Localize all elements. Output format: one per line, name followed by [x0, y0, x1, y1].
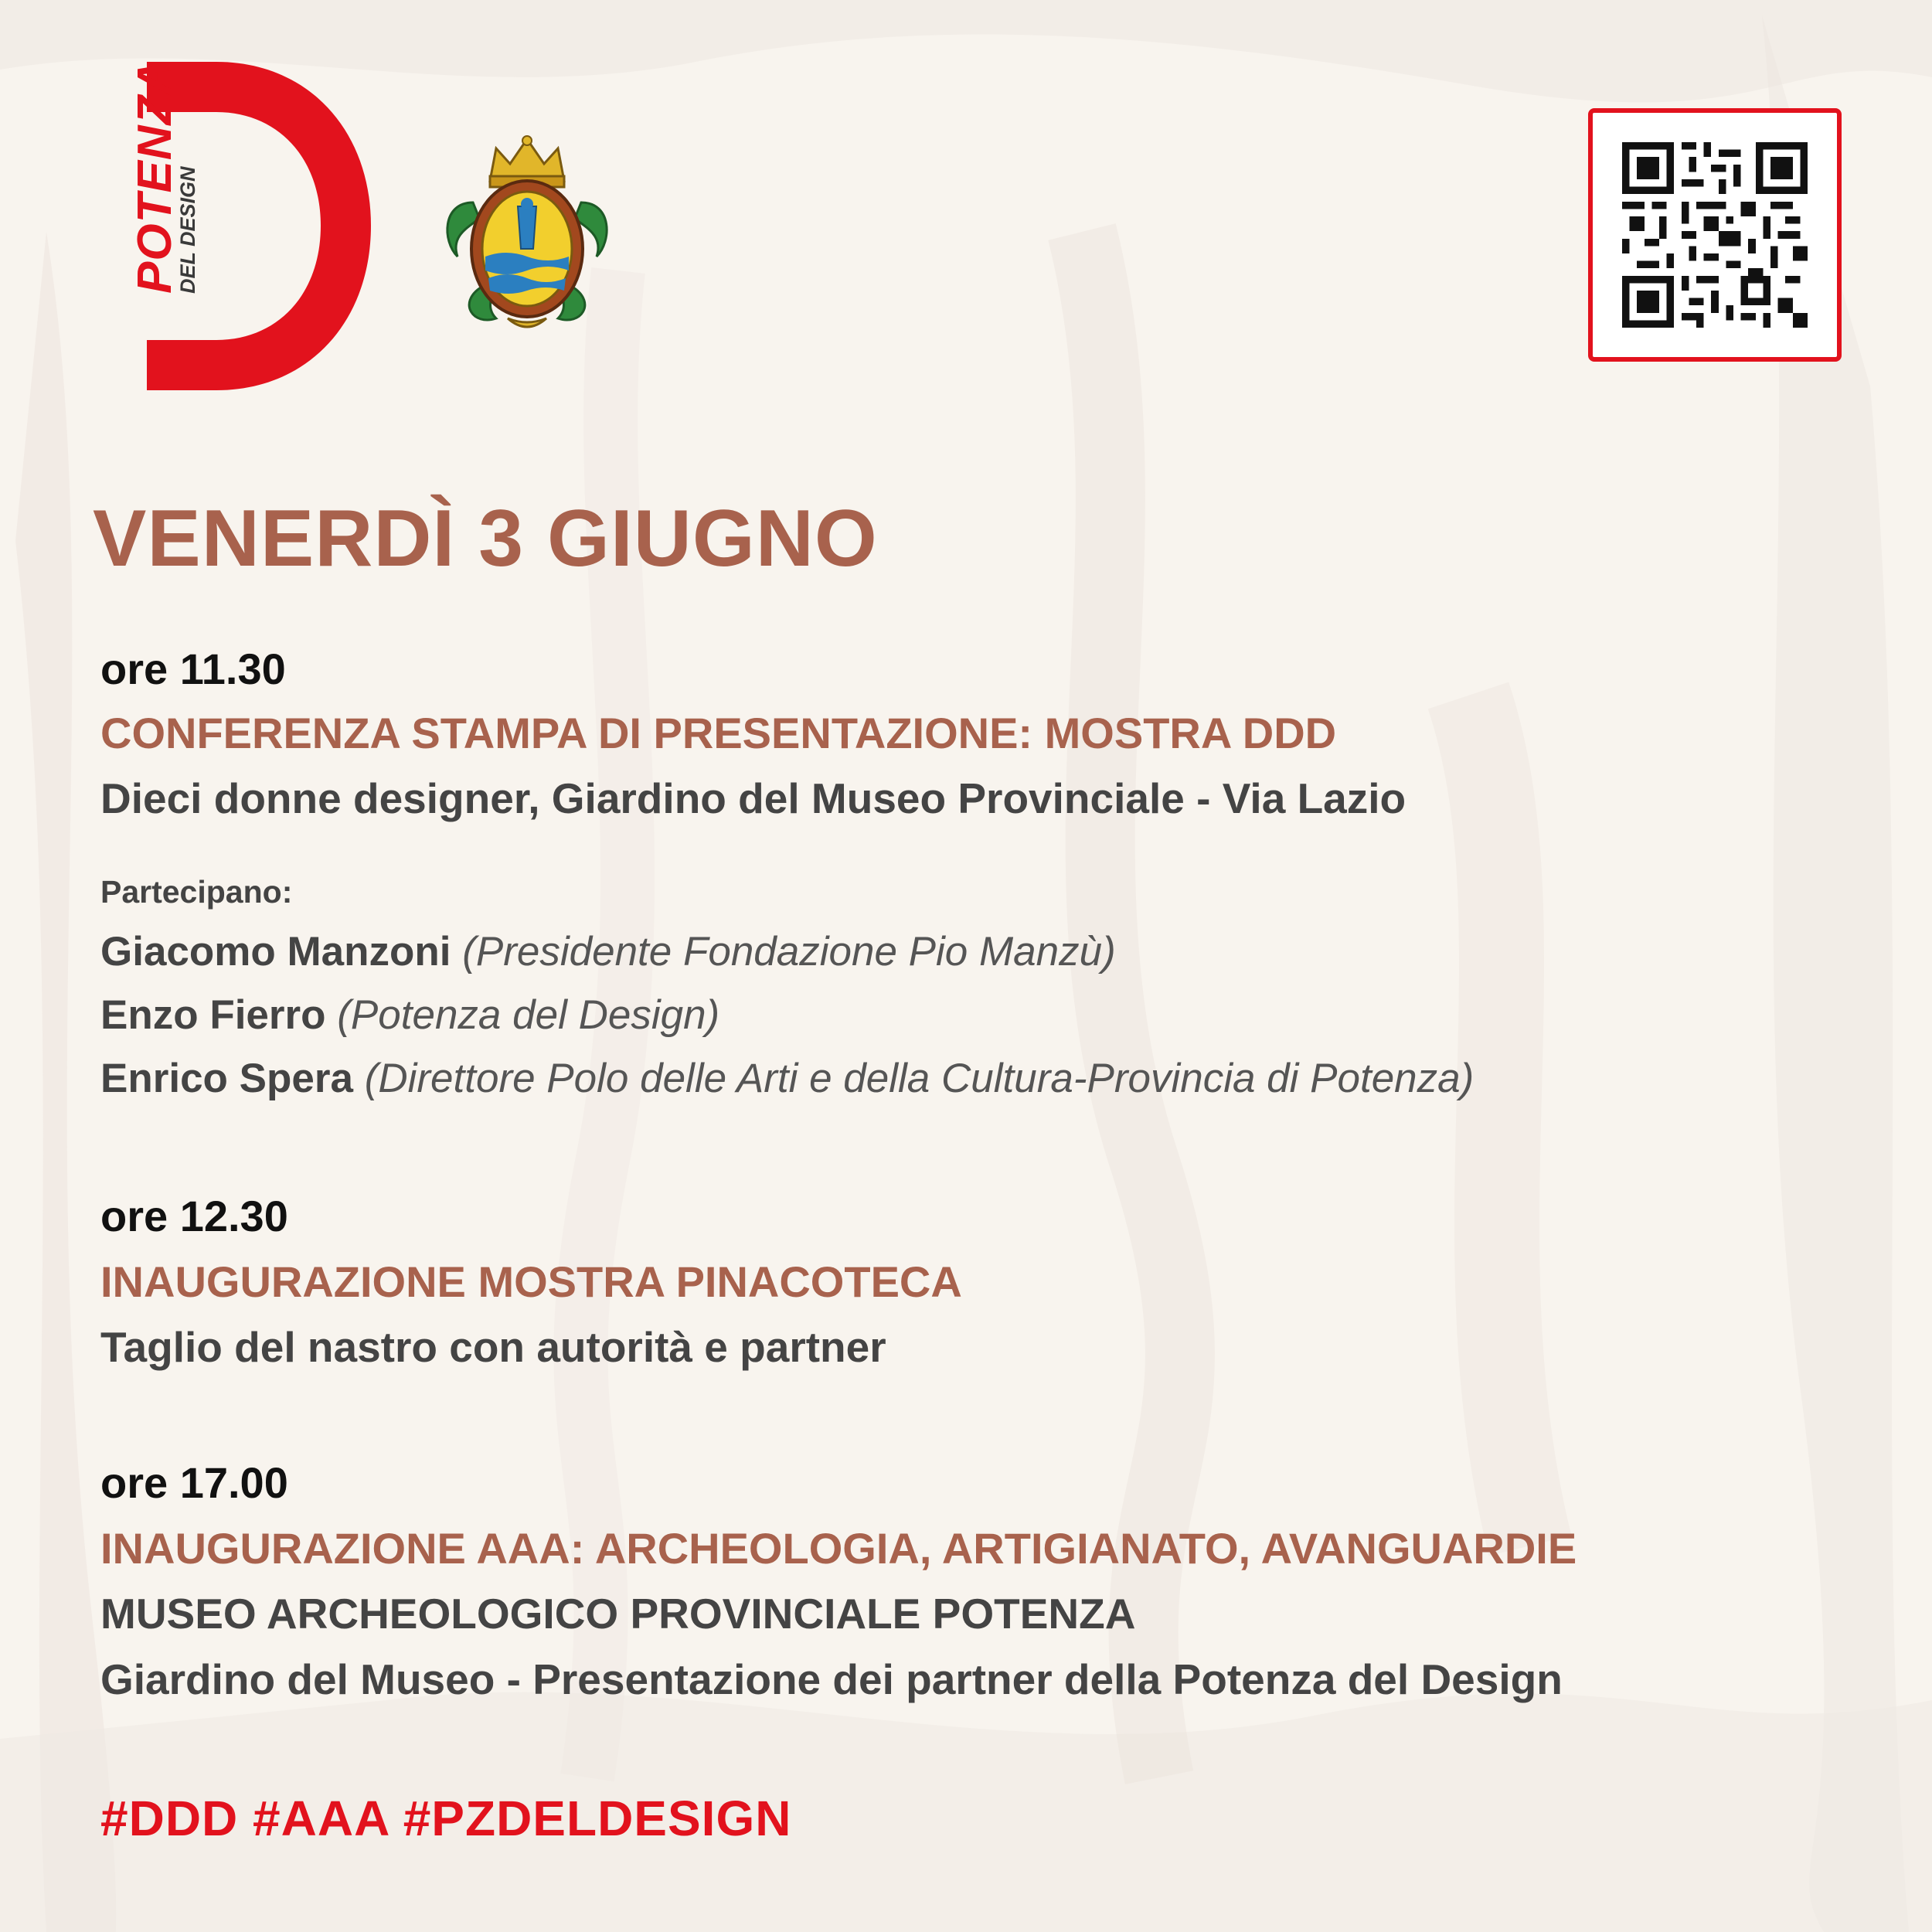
event-3-title: INAUGURAZIONE AAA: ARCHEOLOGIA, ARTIGIANATO, AVANGUARDIE: [100, 1524, 1577, 1573]
participants-label: Partecipano:: [100, 874, 293, 910]
participant-role: (Potenza del Design): [337, 992, 720, 1038]
event-2-title: INAUGURAZIONE MOSTRA PINACOTECA: [100, 1257, 962, 1306]
participant-3: [100, 1054, 1474, 1104]
event-2-time: ore 12.30: [100, 1192, 288, 1240]
page-title: VENERDÌ 3 GIUGNO: [93, 494, 878, 583]
hashtags: #DDD #AAA #PZDELDESIGN: [100, 1791, 792, 1846]
potenza-del-design-logo: [91, 59, 369, 390]
participant-name: Enzo Fierro: [100, 992, 326, 1038]
coat-of-arms-icon: [442, 133, 612, 342]
event-1-title: CONFERENZA STAMPA DI PRESENTAZIONE: MOSTRA DDD: [100, 709, 1337, 757]
participant-1: [100, 927, 1116, 977]
event-3-time: ore 17.00: [100, 1458, 288, 1507]
event-3-subtitle-2: Giardino del Museo - Presentazione dei partner della Potenza del Design: [100, 1655, 1563, 1703]
participant-2: [100, 991, 719, 1040]
logo-brand-sub: DEL DESIGN: [176, 166, 199, 294]
event-2-subtitle: Taglio del nastro con autorità e partner: [100, 1323, 886, 1371]
event-1-subtitle: Dieci donne designer, Giardino del Museo Provinciale - Via Lazio: [100, 774, 1406, 822]
qr-code-icon: [1622, 142, 1808, 328]
event-3-subtitle: MUSEO ARCHEOLOGICO PROVINCIALE POTENZA: [100, 1590, 1136, 1638]
participant-role: (Presidente Fondazione Pio Manzù): [462, 929, 1116, 975]
participant-role: (Direttore Polo delle Arti e della Cultura-Provincia di Potenza): [364, 1056, 1475, 1101]
participant-name: Giacomo Manzoni: [100, 929, 451, 975]
logo-brand-main: POTENZA: [128, 59, 182, 294]
event-1-time: ore 11.30: [100, 645, 286, 693]
participant-name: Enrico Spera: [100, 1056, 353, 1101]
qr-code-frame[interactable]: [1588, 108, 1842, 362]
